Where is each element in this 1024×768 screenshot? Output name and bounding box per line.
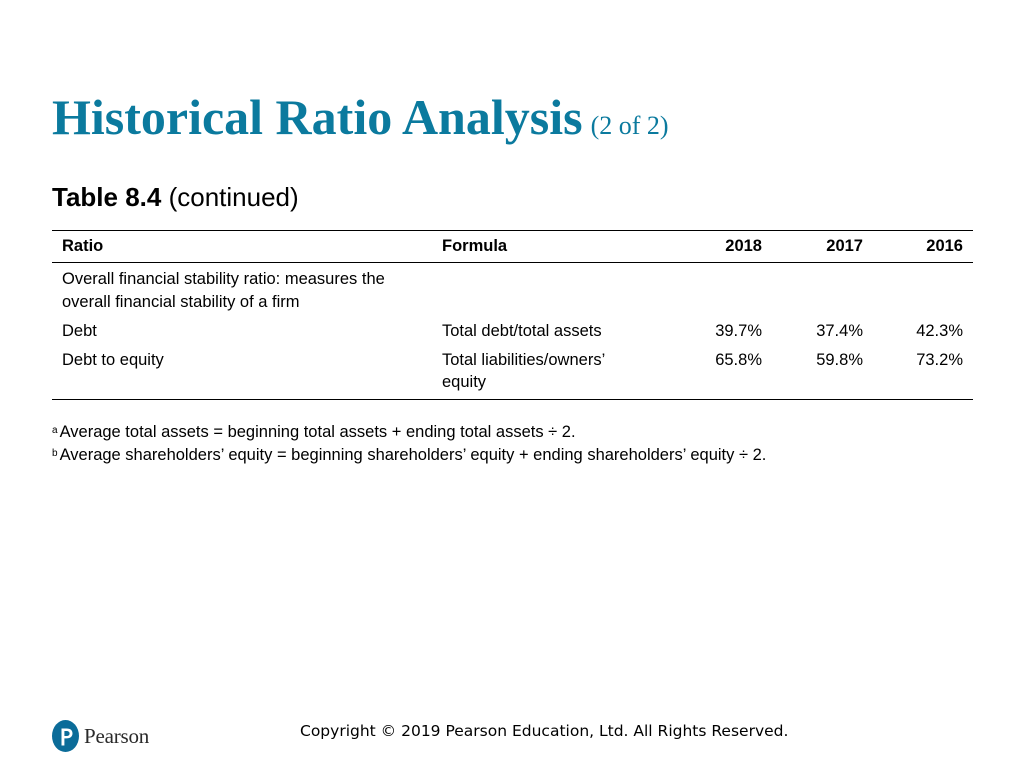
cell-2018: 65.8% bbox=[715, 351, 762, 370]
header-formula: Formula bbox=[442, 237, 508, 255]
footnote-text: Average shareholders’ equity = beginning shareholders’ equity + ending shareholders’ equity ÷ 2. bbox=[59, 446, 767, 464]
table-row bbox=[52, 263, 973, 317]
cell-formula: Total liabilities/owners’ equity bbox=[442, 351, 605, 392]
footnote-marker: a bbox=[52, 425, 58, 436]
cell-2017 bbox=[772, 263, 873, 317]
cell-ratio: Debt to equity bbox=[62, 351, 164, 370]
cell-2016: 73.2% bbox=[916, 351, 963, 370]
pearson-logo bbox=[52, 720, 149, 752]
table-row bbox=[52, 317, 973, 346]
table-caption-continued: (continued) bbox=[161, 182, 299, 212]
copyright-notice: Copyright © 2019 Pearson Education, Ltd. All Rights Reserved. bbox=[300, 722, 789, 740]
slide-title-part: (2 of 2) bbox=[590, 111, 669, 140]
pearson-logo-text: Pearson bbox=[84, 723, 150, 748]
cell-2018: 39.7% bbox=[715, 321, 762, 340]
footnotes bbox=[52, 420, 766, 466]
cell-ratio: Debt bbox=[62, 321, 97, 340]
cell-2017: 59.8% bbox=[816, 351, 863, 370]
table-row bbox=[52, 346, 973, 399]
footnote-marker: b bbox=[52, 448, 58, 459]
cell-2017: 37.4% bbox=[816, 321, 863, 340]
cell-formula: Total debt/total assets bbox=[442, 321, 602, 340]
footnote-a bbox=[52, 420, 766, 443]
cell-2016 bbox=[873, 263, 973, 317]
table-header-row bbox=[52, 231, 973, 263]
footnote-b bbox=[52, 443, 766, 466]
header-2017: 2017 bbox=[826, 237, 863, 255]
slide-title bbox=[52, 89, 669, 145]
pearson-logo-icon bbox=[52, 720, 79, 752]
header-ratio: Ratio bbox=[62, 237, 104, 255]
header-2016: 2016 bbox=[926, 237, 963, 255]
table-caption bbox=[52, 182, 299, 213]
table-caption-number: Table 8.4 bbox=[52, 182, 162, 212]
cell-2016: 42.3% bbox=[916, 321, 963, 340]
ratio-table bbox=[52, 230, 973, 400]
header-2018: 2018 bbox=[725, 237, 762, 255]
slide-title-main: Historical Ratio Analysis bbox=[52, 89, 583, 145]
cell-ratio: Overall financial stability ratio: measures the overall financial stability of a firm bbox=[62, 270, 385, 311]
cell-formula bbox=[432, 263, 657, 317]
footnote-text: Average total assets = beginning total assets + ending total assets ÷ 2. bbox=[59, 423, 576, 441]
cell-2018 bbox=[657, 263, 772, 317]
